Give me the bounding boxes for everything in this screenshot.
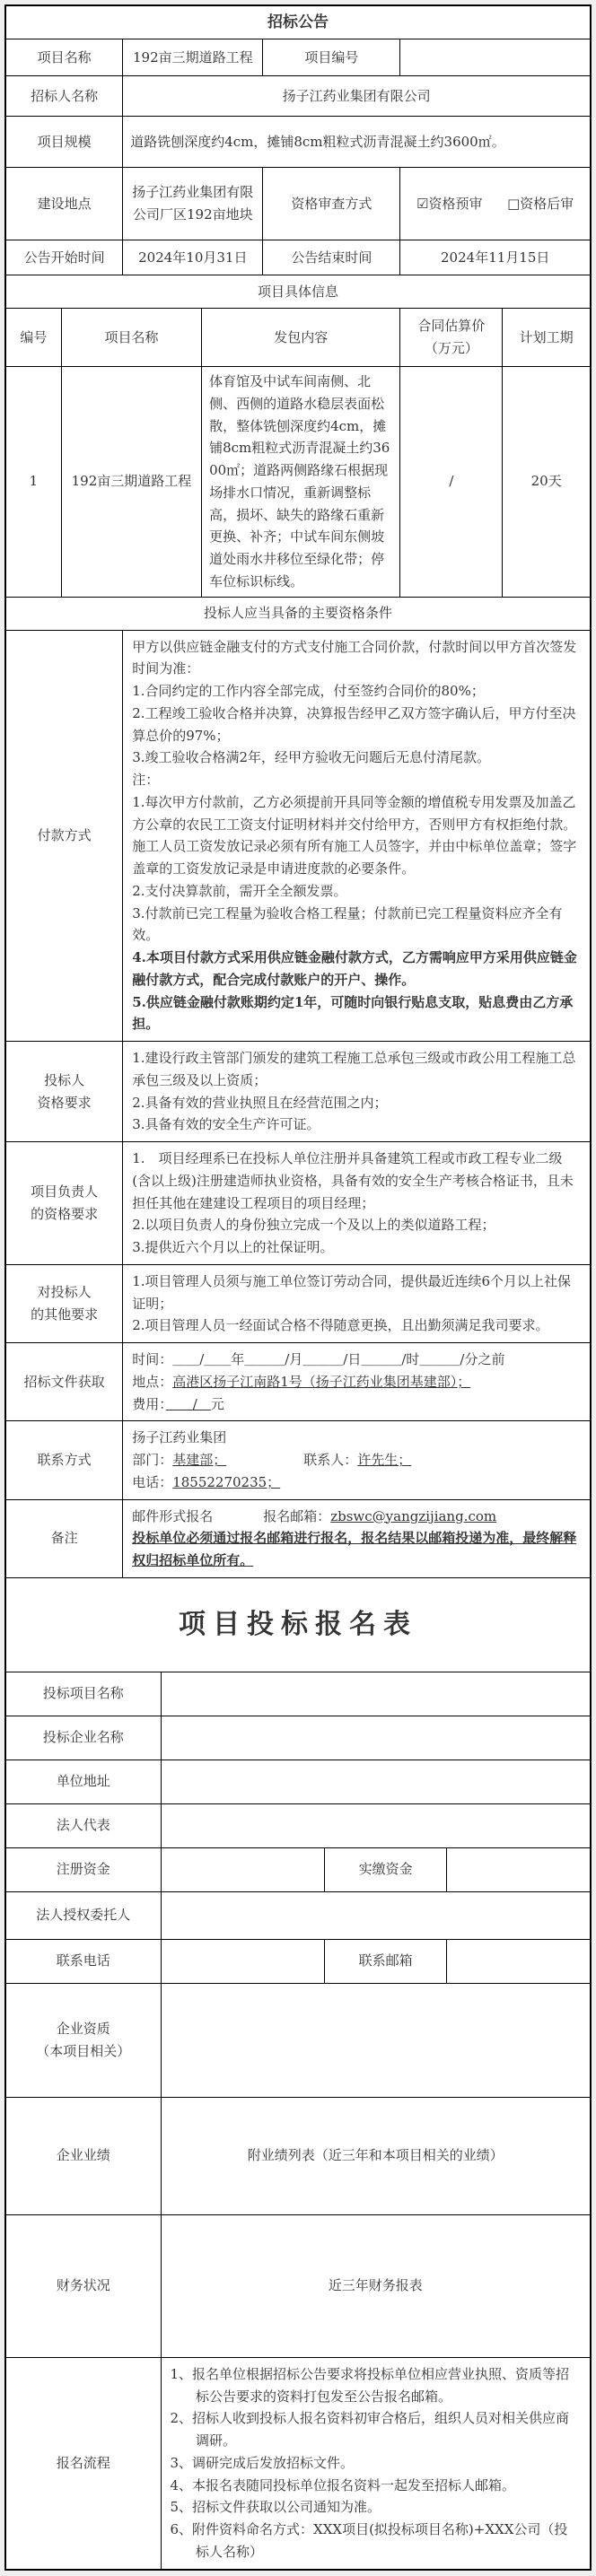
form-authorized-label: 法人授权委托人 <box>6 1891 162 1939</box>
scale-label: 项目规模 <box>6 117 123 168</box>
form-paid-capital-label: 实缴资金 <box>324 1847 447 1891</box>
form-finance-value: 近三年财务报表 <box>161 2214 591 2357</box>
prequalification-checkbox-checked-icon: ☑ <box>416 195 429 212</box>
contact-company: 扬子江药业集团 <box>132 1429 227 1446</box>
form-authorized-value <box>161 1891 591 1939</box>
leader-qualification-row <box>6 1142 591 1265</box>
form-row <box>6 2097 591 2214</box>
form-row <box>6 1803 591 1847</box>
contact-dept-line: 部门：基建部； 联系人：许先生； <box>132 1452 412 1469</box>
project-no-label: 项目编号 <box>263 39 400 76</box>
form-paid-capital-value <box>447 1847 591 1891</box>
table-row <box>6 76 591 117</box>
remark-content <box>123 1499 591 1577</box>
detail-price: / <box>400 367 503 598</box>
col-header-duration: 计划工期 <box>503 309 591 367</box>
form-address-label: 单位地址 <box>6 1760 162 1803</box>
tenderer-label: 招标人名称 <box>6 76 123 117</box>
form-address-value <box>161 1760 591 1803</box>
form-performance-value: 附业绩列表（近三年和本项目相关的业绩） <box>161 2097 591 2214</box>
qualification-section-table <box>5 597 591 631</box>
acquisition-place-line: 地点：高港区扬子江南路1号（扬子江药业集团基建部）； <box>132 1373 471 1390</box>
col-header-name: 项目名称 <box>61 309 201 367</box>
col-header-content: 发包内容 <box>202 309 400 367</box>
form-row <box>6 1672 591 1716</box>
bidder-qualification-label: 投标人 资格要求 <box>6 1042 123 1142</box>
announcement-info-table <box>5 39 591 275</box>
project-no-value <box>400 39 591 76</box>
detail-table <box>5 308 591 598</box>
form-phone-value <box>161 1939 324 1983</box>
project-name-value: 192亩三期道路工程 <box>123 39 263 76</box>
document-acquisition-row <box>6 1343 591 1421</box>
announcement-title: 招标公告 <box>6 6 591 39</box>
form-phone-label: 联系电话 <box>6 1939 162 1983</box>
tenderer-value: 扬子江药业集团有限公司 <box>123 76 591 117</box>
postqualification-checkbox-icon: □ <box>507 195 521 212</box>
detail-duration: 20天 <box>503 367 591 598</box>
table-row <box>6 240 591 275</box>
project-name-label: 项目名称 <box>6 39 123 76</box>
col-header-price: 合同估算价 （万元） <box>400 309 503 367</box>
payment-content: 甲方以供应链金融支付的方式支付施工合同价款，付款时间以甲方首次签发时间为准： 1.合同约定的工作内容全部完成，付至签约合同价的80%； 2.工程竣工验收合格并决算，决算报告经甲乙双方签字确认后，甲方付至决算总价的97%； 3.竣工验收合格满2年，经甲方验收无问题后无息付清尾款。 注： 1.每次甲方付款前，乙方必须提前开具同等金额的增值税专用发票及加盖乙方公章的农民工工资支付证明材料并交付给甲方，否则甲方有权拒绝付款。施工人员工资发放记录必须有所有施工人员签字，并由中标单位盖章；签字盖章的工资发放记录是申请进度款的必要条件。 2.支付决算款前，需开全全额发票。 3.付款前已完工程量为验收合格工程量；付款前已完工程量资料应齐全有效。 4.本项目付款方式采用供应链金融付款方式，乙方需响应甲方采用供应链金融付款方式，配合完成付款账户的开户、操作。 5.供应链金融付款账期约定1年，可随时向银行贴息支取，贴息费由乙方承担。 <box>123 630 591 1042</box>
detail-content: 体育馆及中试车间南侧、北侧、西侧的道路水稳层表面松散，整体铣刨深度约4cm，摊铺8cm粗粒式沥青混凝土约3600㎡；道路两侧路缘石根据现场排水口情况，重新调整标高，损坏、缺失的路缘石重新更换、补齐；中试车间东侧坡道处雨水井移位至绿化带；停车位标识标线。 <box>202 367 400 598</box>
form-row <box>6 1983 591 2097</box>
contact-label: 联系方式 <box>6 1421 123 1499</box>
detail-section-table <box>5 275 591 309</box>
form-flow-row <box>6 2357 591 2569</box>
col-header-no: 编号 <box>6 309 62 367</box>
signup-email-link[interactable]: zbswc@yangzijiang.com <box>330 1507 497 1524</box>
detail-data-row <box>6 367 591 598</box>
requirements-table <box>5 630 591 1578</box>
other-requirements-row <box>6 1264 591 1342</box>
location-label: 建设地点 <box>6 168 123 240</box>
form-email-label: 联系邮箱 <box>324 1939 447 1983</box>
detail-header-row <box>6 309 591 367</box>
leader-qualification-content: 1. 项目经理系已在投标人单位注册并具备建筑工程或市政工程专业二级(含以上级)注册建造师执业资格，具备有效的安全生产考核合格证书，且未担任其他在建建设工程项目的项目经理； 2.以项目负责人的身份独立完成一个及以上的类似道路工程； 3.提供近六个月以上的社保证明。 <box>123 1142 591 1265</box>
remark-warning-line: 投标单位必须通过报名邮箱进行报名，报名结果以邮箱投递为准，最终解释权归招标单位所有。 <box>132 1530 577 1569</box>
form-title-table <box>5 1577 591 1672</box>
remark-label: 备注 <box>6 1499 123 1577</box>
qualification-section-title: 投标人应当具备的主要资格条件 <box>6 597 591 630</box>
end-time-value: 2024年11月15日 <box>400 240 591 275</box>
contact-row <box>6 1421 591 1499</box>
document-acquisition-label: 招标文件获取 <box>6 1343 123 1421</box>
start-time-label: 公告开始时间 <box>6 240 123 275</box>
leader-qualification-label: 项目负责人 的资格要求 <box>6 1142 123 1265</box>
bidding-document <box>4 4 592 2571</box>
bidder-qualification-content: 1.建设行政主管部门颁发的建筑工程施工总承包三级或市政公用工程施工总承包三级及以上资质； 2.具备有效的营业执照且在经营范围之内； 3.具备有效的安全生产许可证。 <box>123 1042 591 1142</box>
form-project-name-label: 投标项目名称 <box>6 1672 162 1716</box>
form-flow-content: 1、报名单位根据招标公告要求将投标单位相应营业执照、资质等招标公告要求的资料打包发至公告报名邮箱。 2、招标人收到投标人报名资料初审合格后，组织人员对相关供应商调研。 3、调研完成后发放招标文件。 4、本报名表随同投标单位报名资料一起发至招标人邮箱。 5、招标文件获取以公司通知为准。 6、附件资料命名方式：XXX项目(拟投标项目名称)+XXX公司（投标人名称） <box>161 2357 591 2569</box>
form-row <box>6 2214 591 2357</box>
form-company-name-label: 投标企业名称 <box>6 1716 162 1760</box>
announcement-title-table <box>5 5 591 39</box>
acquisition-time-line: 时间：＿＿/＿＿年＿＿＿/月＿＿＿/日＿＿＿/时＿＿＿/分之前 <box>132 1351 505 1368</box>
other-requirements-label: 对投标人 的其他要求 <box>6 1264 123 1342</box>
table-row <box>6 168 591 240</box>
contact-content <box>123 1421 591 1499</box>
remark-signup-line: 邮件形式报名 报名邮箱：zbswc@yangzijiang.com <box>132 1507 497 1524</box>
scale-value: 道路铣刨深度约4cm，摊铺8cm粗粒式沥青混凝土约3600㎡。 <box>123 117 591 168</box>
form-reg-capital-label: 注册资金 <box>6 1847 162 1891</box>
other-requirements-content: 1.项目管理人员须与施工单位签订劳动合同，提供最近连续6个月以上社保证明； 2.项目管理人员一经面试合格不得随意更换，且出勤须满足我司要求。 <box>123 1264 591 1342</box>
postqualification-label: 资格后审 <box>520 195 574 212</box>
detail-no: 1 <box>6 367 62 598</box>
location-value: 扬子江药业集团有限公司厂区192亩地块 <box>123 168 263 240</box>
signup-form-table <box>5 1672 591 2570</box>
form-row <box>6 1847 591 1891</box>
acquisition-fee-line: 费用： / 元 <box>132 1395 224 1412</box>
table-row <box>6 39 591 76</box>
review-method-label: 资格审查方式 <box>263 168 400 240</box>
form-title: 项目投标报名表 <box>6 1577 591 1672</box>
form-finance-label: 财务状况 <box>6 2214 162 2357</box>
detail-name: 192亩三期道路工程 <box>61 367 201 598</box>
form-qualification-label: 企业资质 （本项目相关） <box>6 1983 162 2097</box>
form-qualification-value <box>161 1983 591 2097</box>
form-company-name-value <box>161 1716 591 1760</box>
form-flow-label: 报名流程 <box>6 2357 162 2569</box>
form-row <box>6 1891 591 1939</box>
form-email-value <box>447 1939 591 1983</box>
form-legal-rep-label: 法人代表 <box>6 1803 162 1847</box>
document-acquisition-content <box>123 1343 591 1421</box>
review-method-value <box>400 168 591 240</box>
form-project-name-value <box>161 1672 591 1716</box>
form-legal-rep-value <box>161 1803 591 1847</box>
start-time-value: 2024年10月31日 <box>123 240 263 275</box>
form-reg-capital-value <box>161 1847 324 1891</box>
form-row <box>6 1939 591 1983</box>
payment-label: 付款方式 <box>6 630 123 1042</box>
prequalification-label: 资格预审 <box>428 195 483 212</box>
form-row <box>6 1760 591 1803</box>
end-time-label: 公告结束时间 <box>263 240 400 275</box>
remark-row <box>6 1499 591 1577</box>
payment-row <box>6 630 591 1042</box>
form-performance-label: 企业业绩 <box>6 2097 162 2214</box>
bidder-qualification-row <box>6 1042 591 1142</box>
contact-phone-line: 电话：18552270235； <box>132 1473 281 1490</box>
detail-section-title: 项目具体信息 <box>6 275 591 309</box>
table-row <box>6 117 591 168</box>
form-row <box>6 1716 591 1760</box>
